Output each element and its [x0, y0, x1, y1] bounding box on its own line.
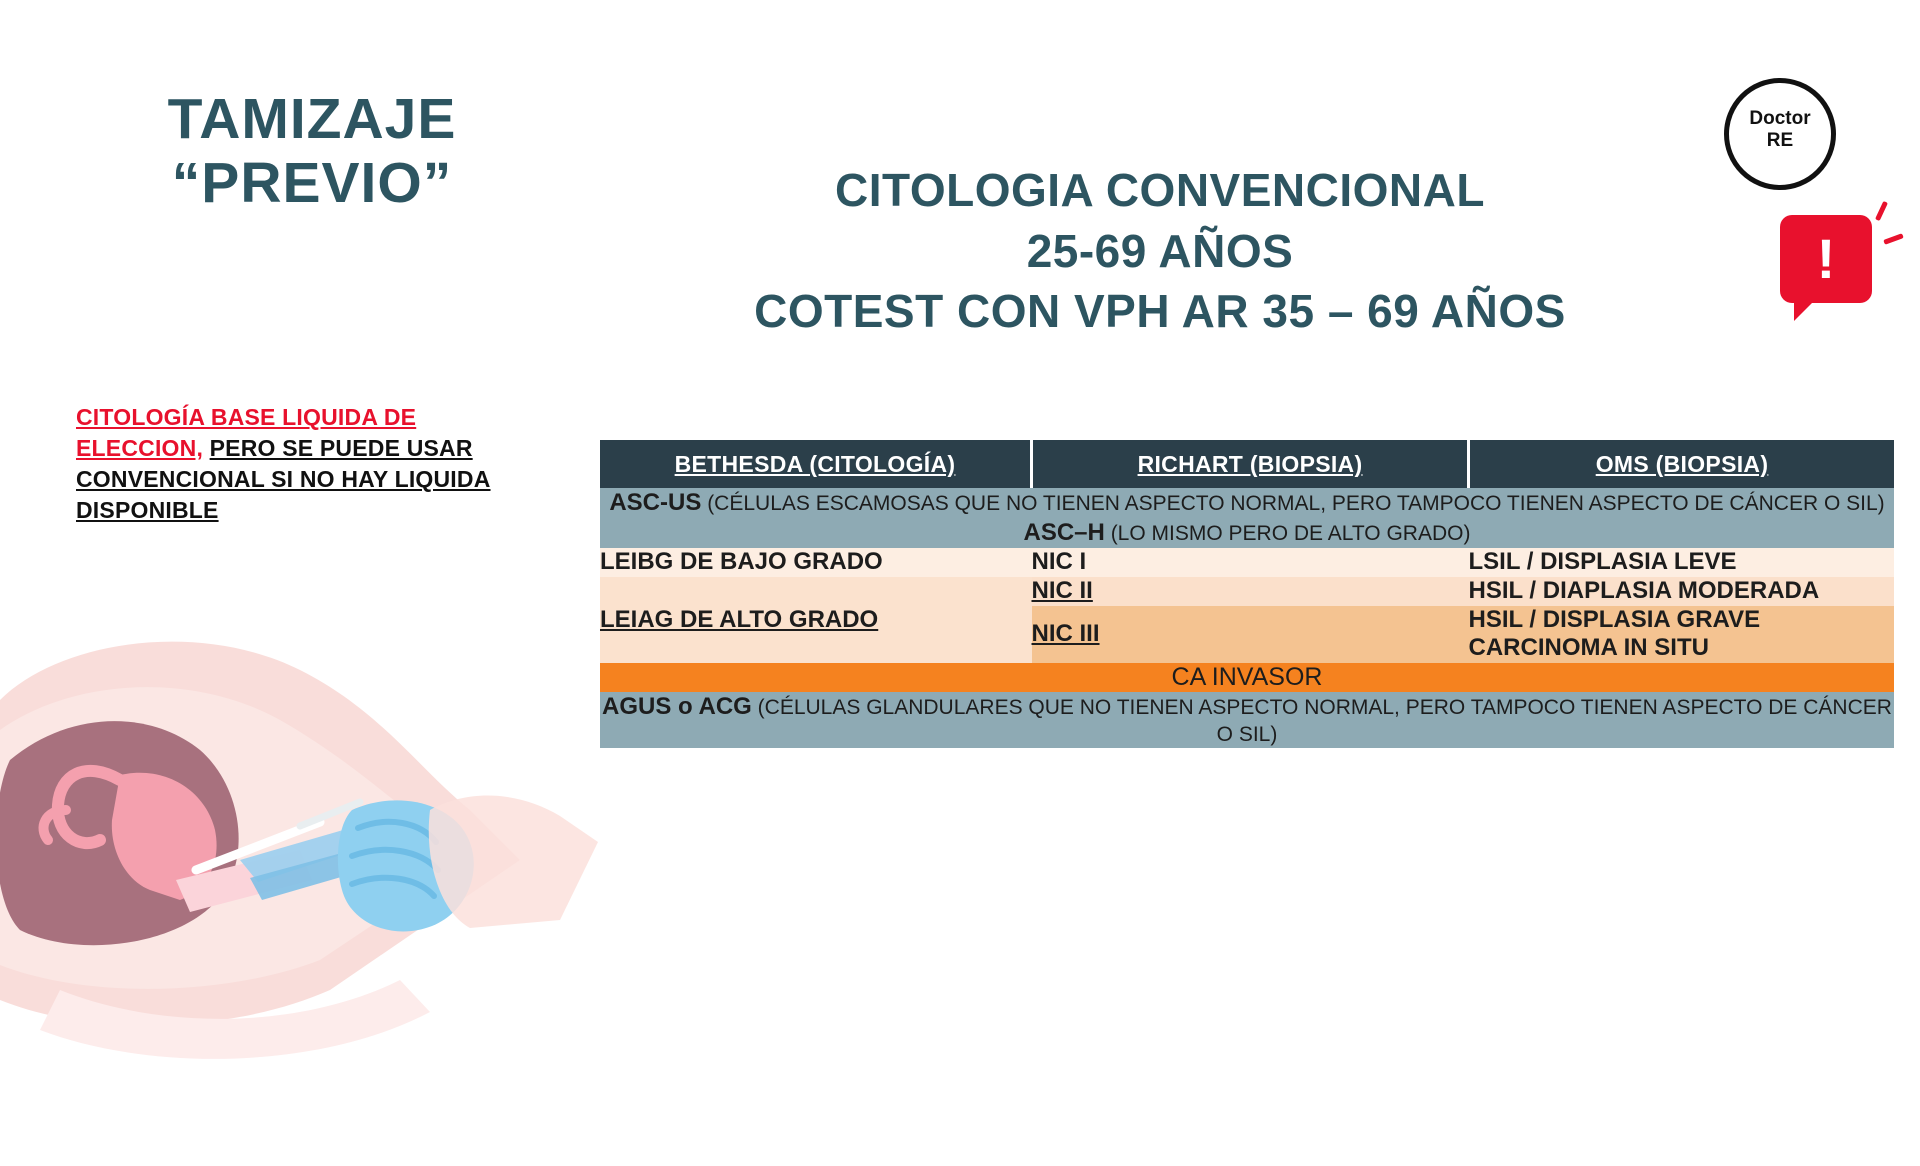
cell-bethesda-leiag: LEIAG DE ALTO GRADO: [600, 577, 1032, 663]
ascus-label-2: ASC–H: [1023, 519, 1105, 546]
left-title: [72, 88, 552, 216]
logo-name-top: Doctor: [1749, 108, 1811, 129]
table-row: [600, 548, 1894, 577]
cell-richart-nic3: NIC III: [1032, 606, 1469, 664]
left-note-red: CITOLOGÍA BASE LIQUIDA DE ELECCION,: [76, 404, 417, 462]
logo-name-bottom: RE: [1766, 129, 1794, 151]
ascus-desc-1: (CÉLULAS ESCAMOSAS QUE NO TIENEN ASPECTO NORMAL, PERO TAMPOCO TIENEN ASPECTO DE CÁNCER O SIL): [701, 492, 1885, 515]
exclamation-mark: !: [1816, 227, 1836, 290]
cell-oms-hsil-grave-line1: HSIL / DISPLASIA GRAVE: [1468, 605, 1761, 633]
left-note-black: PERO SE PUEDE USAR CONVENCIONAL SI NO HAY LIQUIDA DISPONIBLE: [76, 435, 491, 524]
left-title-line2: “PREVIO”: [171, 150, 453, 215]
table-header-bethesda: BETHESDA (CITOLOGÍA): [600, 440, 1032, 488]
logo: [1724, 78, 1852, 198]
agus-desc: (CÉLULAS GLANDULARES QUE NO TIENEN ASPECTO NORMAL, PERO TAMPOCO TIENEN ASPECTO DE CÁNCER O SIL): [751, 696, 1892, 747]
cell-oms-hsil-grave: [1469, 606, 1895, 664]
main-title: [600, 160, 1720, 342]
cell-richart-nic1: NIC I: [1032, 548, 1469, 577]
left-title-line1: TAMIZAJE: [167, 87, 457, 151]
main-title-line3: COTEST CON VPH AR 35 – 69 AÑOS: [754, 285, 1566, 338]
ascus-desc-2: (LO MISMO PERO DE ALTO GRADO): [1104, 522, 1471, 545]
ascus-cell: [600, 488, 1894, 548]
cell-oms-lsil: LSIL / DISPLASIA LEVE: [1469, 548, 1895, 577]
table-header-richart: RICHART (BIOPSIA): [1032, 440, 1469, 488]
left-note: [76, 402, 516, 526]
alert-badge: [1780, 195, 1890, 325]
main-title-line2: 25-69 AÑOS: [1026, 224, 1294, 277]
spark-icon-2: [1883, 233, 1904, 245]
classification-table: [600, 440, 1894, 748]
pap-smear-illustration: [0, 560, 600, 1080]
main-title-line1: CITOLOGIA CONVENCIONAL: [835, 164, 1485, 216]
spark-icon-1: [1875, 201, 1888, 221]
logo-text: [1724, 108, 1836, 152]
cell-agus: [600, 692, 1894, 748]
cell-richart-nic2: NIC II: [1032, 577, 1469, 606]
agus-label: AGUS o ACG: [602, 693, 752, 721]
cell-ca-invasor: CA INVASOR: [600, 663, 1894, 692]
cell-bethesda-leibg: LEIBG DE BAJO GRADO: [600, 548, 1032, 577]
table-header-row: [600, 440, 1894, 488]
cell-oms-hsil-grave-line2: CARCINOMA IN SITU: [1468, 634, 1709, 662]
table-row-ascus: [600, 488, 1894, 548]
cell-oms-hsil-moderada: HSIL / DIAPLASIA MODERADA: [1469, 577, 1895, 606]
table-row-agus: [600, 692, 1894, 748]
ascus-label-1: ASC-US: [609, 489, 702, 516]
table-header-oms: OMS (BIOPSIA): [1469, 440, 1895, 488]
table-row-ca-invasor: [600, 663, 1894, 692]
table-row: [600, 577, 1894, 606]
